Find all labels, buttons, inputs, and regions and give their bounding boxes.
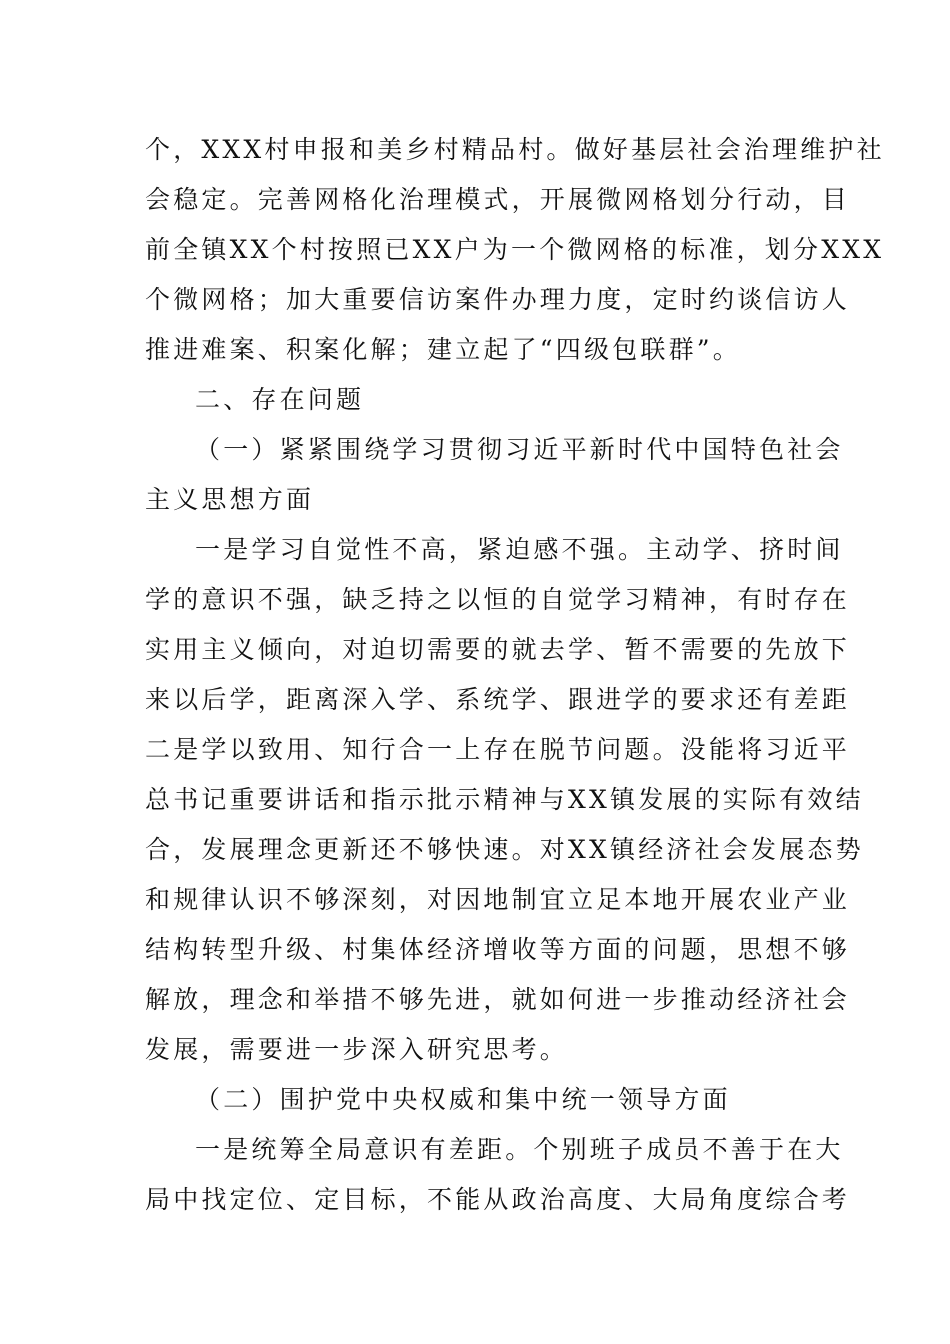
text-line: 发展，需要进一步深入研究思考。 bbox=[145, 1035, 569, 1064]
text-line: 和规律认识不够深刻，对因地制宜立足本地开展农业产业 bbox=[145, 885, 851, 914]
text-line: 总书记重要讲话和指示批示精神与XX镇发展的实际有效结 bbox=[145, 785, 864, 814]
text-line: 一是学习自觉性不高，紧迫感不强。主动学、挤时间 bbox=[195, 535, 844, 564]
text-line: 实用主义倾向，对迫切需要的就去学、暂不需要的先放下 bbox=[145, 635, 851, 664]
text-line: 学的意识不强，缺乏持之以恒的自觉学习精神，有时存在 bbox=[145, 585, 851, 614]
subsection-heading: （一）紧紧围绕学习贯彻习近平新时代中国特色社会 bbox=[195, 435, 844, 464]
text-line: 结构转型升级、村集体经济增收等方面的问题，思想不够 bbox=[145, 935, 851, 964]
subsection-heading-continued: 主义思想方面 bbox=[145, 485, 315, 514]
section-heading: 二、存在问题 bbox=[195, 385, 365, 414]
text-line: 会稳定。完善网格化治理模式，开展微网格划分行动，目 bbox=[145, 185, 851, 214]
text-line: 解放，理念和举措不够先进，就如何进一步推动经济社会 bbox=[145, 985, 851, 1014]
text-line: 来以后学，距离深入学、系统学、跟进学的要求还有差距 bbox=[145, 685, 851, 714]
text-line: 局中找定位、定目标，不能从政治高度、大局角度综合考 bbox=[145, 1185, 851, 1214]
text-line: 二是学以致用、知行合一上存在脱节问题。没能将习近平 bbox=[145, 735, 851, 764]
text-line: 一是统筹全局意识有差距。个别班子成员不善于在大 bbox=[195, 1135, 844, 1164]
text-line: 推进难案、积案化解；建立起了“四级包联群”。 bbox=[145, 335, 741, 364]
text-line: 个，XXX村申报和美乡村精品村。做好基层社会治理维护社 bbox=[145, 135, 885, 164]
text-line: 个微网格；加大重要信访案件办理力度，定时约谈信访人 bbox=[145, 285, 851, 314]
text-line: 前全镇XX个村按照已XX户为一个微网格的标准，划分XXX bbox=[145, 235, 885, 264]
text-line: 合，发展理念更新还不够快速。对XX镇经济社会发展态势 bbox=[145, 835, 864, 864]
subsection-heading: （二）围护党中央权威和集中统一领导方面 bbox=[195, 1085, 731, 1114]
